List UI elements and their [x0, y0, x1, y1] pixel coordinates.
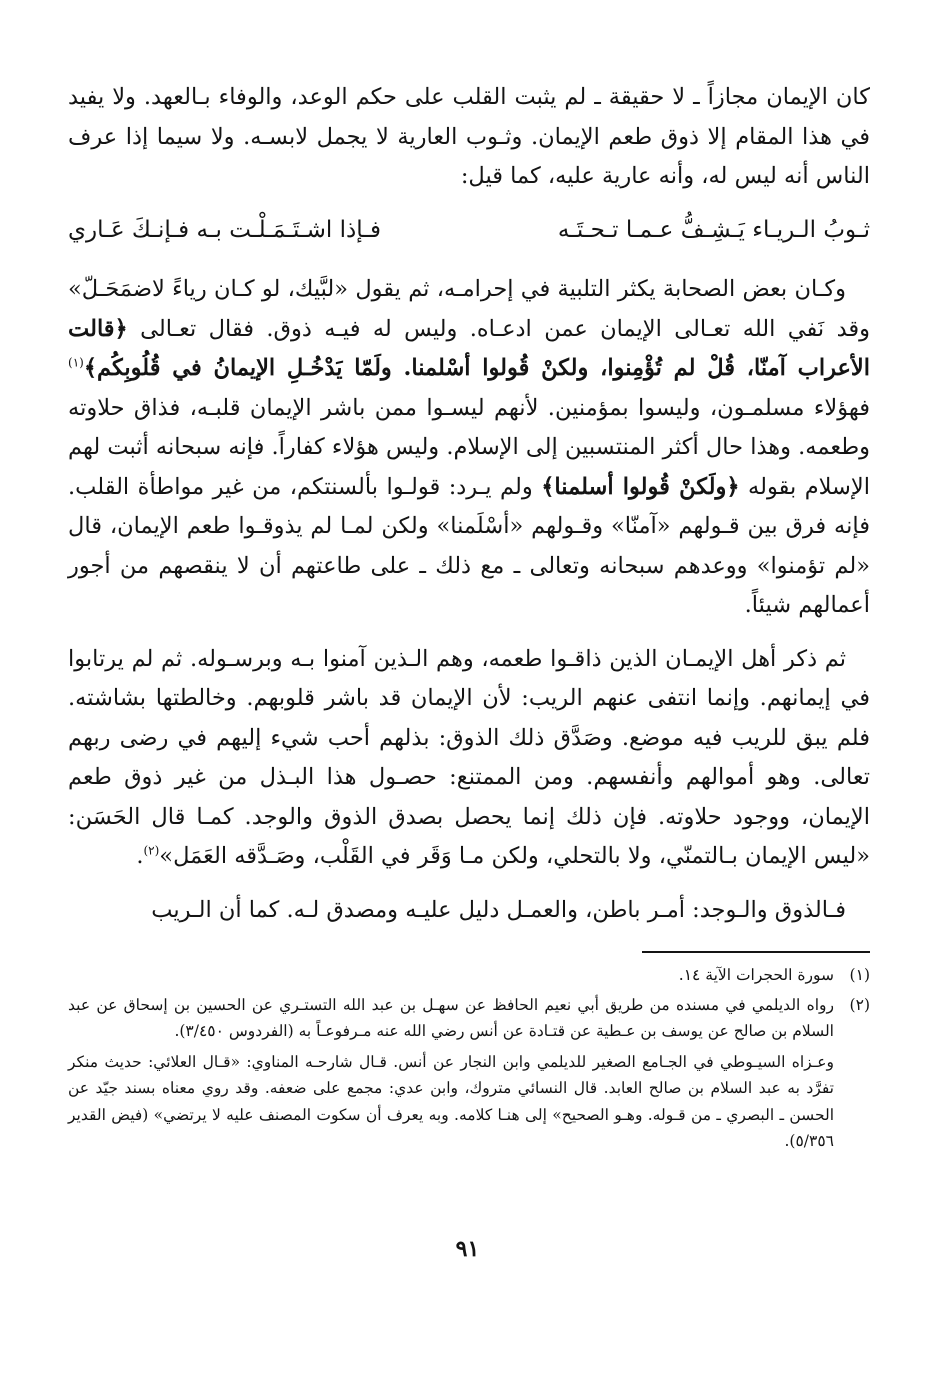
footnote-1 [68, 962, 870, 989]
footnote-2 [68, 992, 870, 1155]
quran-verse-2: ﴿ولَكنْ قُولوا أسلمنا﴾ [541, 473, 740, 500]
footnote-2-continuation: وعـزاه السيـوطي في الجـامع الصغير للديلمي وابن النجار عن أنس. قـال شارحـه المناوي: «قـال العلائي: حديث منكر تفرَّد به عبد السلام بن صالح العابد. قال النسائي متروك، وابن عدي: مجمع على ضعفه. وقد روي معناه بسند جيّد عن الحسن ـ البصري ـ من قـوله. وهـو الصحيح» إلى هنـا كلامه. وبه يعرف أن سكوت المصنف عليه لا يرتضي» (فيض القدير ٥/٣٥٦). [68, 1052, 834, 1150]
footnote-1-number: (١) [849, 966, 870, 984]
footnote-2-number: (٢) [849, 995, 870, 1014]
paragraph-3-text: ثم ذكر أهل الإيمـان الذين ذاقـوا طعمه، وهم الـذين آمنوا بـه وبرسـوله. ثم لم يرتابوا في إيمانهم. وإنما انتفى عنهم الريب: لأن الإيمان قد باشر قلوبهم. وخالطتها بشاشته. فلم يبق للريب فيه موضع. وصَدَّق ذلك الذوق: بذلهم أحب شيء إليهم في رضى ربهم تعالى. وهو أموالهم وأنفسهم. ومن الممتنع: حصـول هذا البـذل من غير ذوق طعم الإيمان، ووجود حلاوته. فإن ذلك إنما يحصل بصدق الذوق والوجد. كمـا قال الحَسَن: «ليس الإيمان بـالتمنّي، ولا بالتحلي، ولكن مـا وَقَر في القَلْب، وصَـدَّقه العَمَل» [68, 645, 870, 869]
paragraph-2-text-c: ولم يـرد: قولـوا بألسنتكم، من غير مواطأة القلب. فإنه فرق بين قـولهم «آمنّا» وقـولهم «أسْلَمنا» ولكن لمـا لم يذوقـوا طعم الإيمان، قال «لم تؤمنوا» ووعدهم سبحانه وتعالى ـ مع ذلك ـ على طاعتهم أن لا ينقصهم من أجور أعمالهم شيئاً. [68, 473, 870, 618]
footnote-1-text: سورة الحجرات الآية ١٤. [678, 966, 834, 984]
paragraph-3 [68, 640, 870, 877]
footnote-2-body [68, 992, 834, 1155]
footnote-divider [642, 951, 870, 953]
paragraph-2-text-b: فهؤلاء مسلمـون، وليسوا بمؤمنين. لأنهم ليسـوا ممن باشر الإيمان قلبـه، فذاق حلاوته وطعمه. وهذا حال أكثر المنتسبين إلى الإسلام. وليس هؤلاء كفاراً. فإنه سبحانه أثبت لهم الإسلام بقوله [68, 394, 870, 500]
quran-verse-1: ﴿قالت الأعراب آمنّا، قُلْ لم تُؤْمِنوا، ولكنْ قُولوا أسْلمنا. ولَمّا يَدْخُـلِ الإيمانُ في قُلُوبِكُم﴾ [68, 315, 870, 381]
footnote-ref-1: (١) [68, 355, 84, 370]
page-number: ٩١ [455, 1236, 480, 1262]
footnotes [68, 962, 870, 1158]
paragraph-2 [68, 270, 870, 626]
verse-first-hemistich: ثـوبُ الـريـاء يَـشِـفُّ عـمـا تـحـتَـه [557, 216, 870, 243]
paragraph-4-text: فـالذوق والـوجد: أمـر باطن، والعمـل دليل عليـه ومصدق لـه. كما أن الـريب [151, 896, 846, 923]
paragraph-1-text: كان الإيمان مجازاً ـ لا حقيقة ـ لم يثبت القلب على حكم الوعد، والوفاء بـالعهد. ولا يفيد في هذا المقام إلا ذوق طعم الإيمان. وثـوب العارية لا يجمل لابسـه. ولا سيما إذا عرف الناس أنه ليس له، وأنه عارية عليه، كما قيل: [68, 84, 870, 189]
paragraph-2-text-a: وكـان بعض الصحابة يكثر التلبية في إحرامـه، ثم يقول «لبَّيك، لو كـان رياءً لاضمَحَـلّ» وقد نَفي الله تعـالى الإيمان عمن ادعـاه. وليس له فيـه ذوق. فقال تعـالى [68, 276, 871, 342]
verse-second-hemistich: فـإذا اشـتَـمَـلْـت بـه فـإنـكَ عَـاري [68, 216, 381, 243]
poetry-verse [68, 211, 870, 251]
footnote-2-text: رواه الديلمي في مسنده من طريق أبي نعيم الحافظ عن سهـل بن عبد الله التستـري عن الحسين بن إسحاق عن عبد السلام بن صالح عن يوسف بن عـطية عن قتـادة عن أنس رضي الله عنه مـرفوعـاً به (الفردوس ٣/٤٥٠). [68, 995, 834, 1040]
paragraph-4 [68, 891, 870, 931]
paragraph-1 [68, 78, 870, 197]
footnote-ref-2: (٢) [143, 843, 160, 858]
main-text [68, 78, 870, 944]
paragraph-3-end: . [136, 843, 144, 869]
